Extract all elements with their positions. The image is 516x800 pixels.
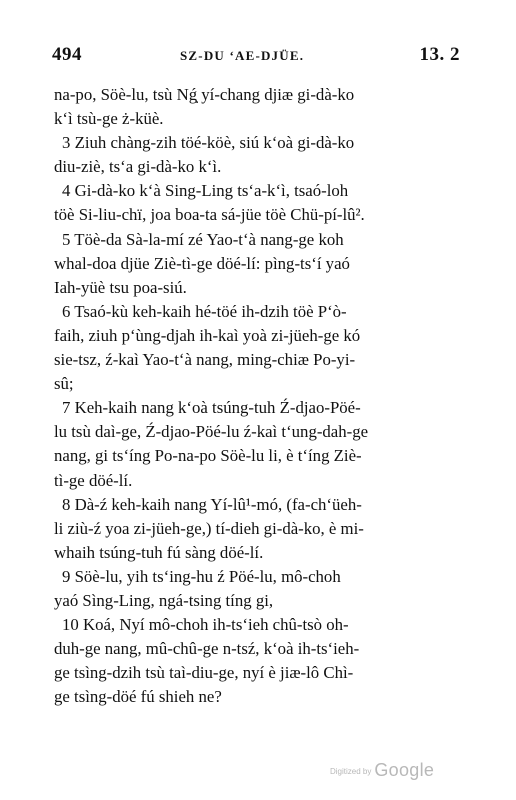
digitized-by-google-watermark bbox=[330, 760, 434, 781]
running-title: SZ-DU ‘AE-DJÜE. bbox=[180, 48, 305, 63]
text-line: k‘ì tsù-ge ż-küè. bbox=[54, 109, 164, 129]
text-line: lu tsù daì-ge, Ź-djao-Pöé-lu ź-kaì t‘ung-dah-ge bbox=[54, 422, 369, 442]
text-line: 8 Dà-ź keh-kaih nang Yí-lû¹-mó, (fa-ch‘üeh- bbox=[62, 494, 362, 514]
text-line: sie-tsz, ź-kaì Yao-t‘à nang, ming-chiæ Po-yi- bbox=[54, 350, 356, 370]
text-line: Iah-yüè tsu poa-siú. bbox=[54, 277, 187, 297]
text-line: tì-ge döé-lí. bbox=[54, 470, 133, 490]
text-line: ge tsìng-dzih tsù taì-diu-ge, nyí è jiæ-lô Chì- bbox=[54, 663, 354, 683]
text-line: diu-ziè, ts‘a gi-dà-ko k‘ì. bbox=[54, 157, 222, 177]
page-number: 494 bbox=[52, 44, 82, 65]
text-line: na-po, Söè-lu, tsù Nǵ̣ yí-chang djiæ gi-dà-ko bbox=[54, 85, 355, 104]
body-text bbox=[54, 83, 464, 709]
text-line: faih, ziuh p‘ùng-djah ih-kaì yoà zi-jüeh-ge kó bbox=[54, 325, 361, 345]
text-line: 3 Ziuh chàng-zih töé-köè, siú k‘oà gi-dà-ko bbox=[62, 133, 355, 153]
text-line: 4 Gi-dà-ko k‘à Sing-Ling ts‘a-k‘ì, tsaó-loh bbox=[62, 181, 349, 201]
text-line: whal-doa djüe Ziè-tì-ge döé-lí: pìng-ts‘í yaó bbox=[54, 253, 350, 273]
watermark-prefix: Digitized by bbox=[330, 767, 372, 776]
text-line: yaó Sìng-Ling, ngá-tsing tíng gi, bbox=[54, 590, 274, 610]
text-line: 10 Koá, Nyí mô-choh ih-ts‘ieh chû-tsò oh- bbox=[62, 615, 349, 635]
text-line: li ziù-ź yoa zi-jüeh-ge,) tí-dieh gi-dà-ko, è mi- bbox=[54, 518, 364, 538]
text-line: töè Si-liu-chï, joa boa-ta sá-jüe töè Chü-pí-lû². bbox=[54, 205, 365, 225]
text-line: sû; bbox=[54, 374, 74, 394]
text-line: whaih tsúng-tuh fú sàng döé-lí. bbox=[54, 542, 264, 562]
text-line: duh-ge nang, mû-chû-ge n-tsź, k‘oà ih-ts‘ieh- bbox=[54, 639, 360, 659]
page-header bbox=[52, 44, 460, 68]
text-line: 7 Keh-kaih nang k‘oà tsúng-tuh Ź-djao-Pöé- bbox=[62, 398, 361, 418]
google-logo: Google bbox=[374, 760, 435, 780]
text-line: 9 Söè-lu, yih ts‘ing-hu ź Pöé-lu, mô-choh bbox=[62, 566, 341, 586]
text-line: 6 Tsaó-kù keh-kaih hé-töé ih-dzih töè P‘ò- bbox=[62, 301, 347, 321]
text-line: 5 Töè-da Sà-la-mí zé Yao-t‘à nang-ge koh bbox=[62, 229, 344, 249]
chapter-verse-reference: 13. 2 bbox=[419, 44, 460, 65]
text-line: ge tsìng-döé fú shieh ne? bbox=[54, 687, 222, 707]
text-line: nang, gi ts‘íng Po-na-po Söè-lu li, è t‘íng Ziè- bbox=[54, 446, 362, 466]
